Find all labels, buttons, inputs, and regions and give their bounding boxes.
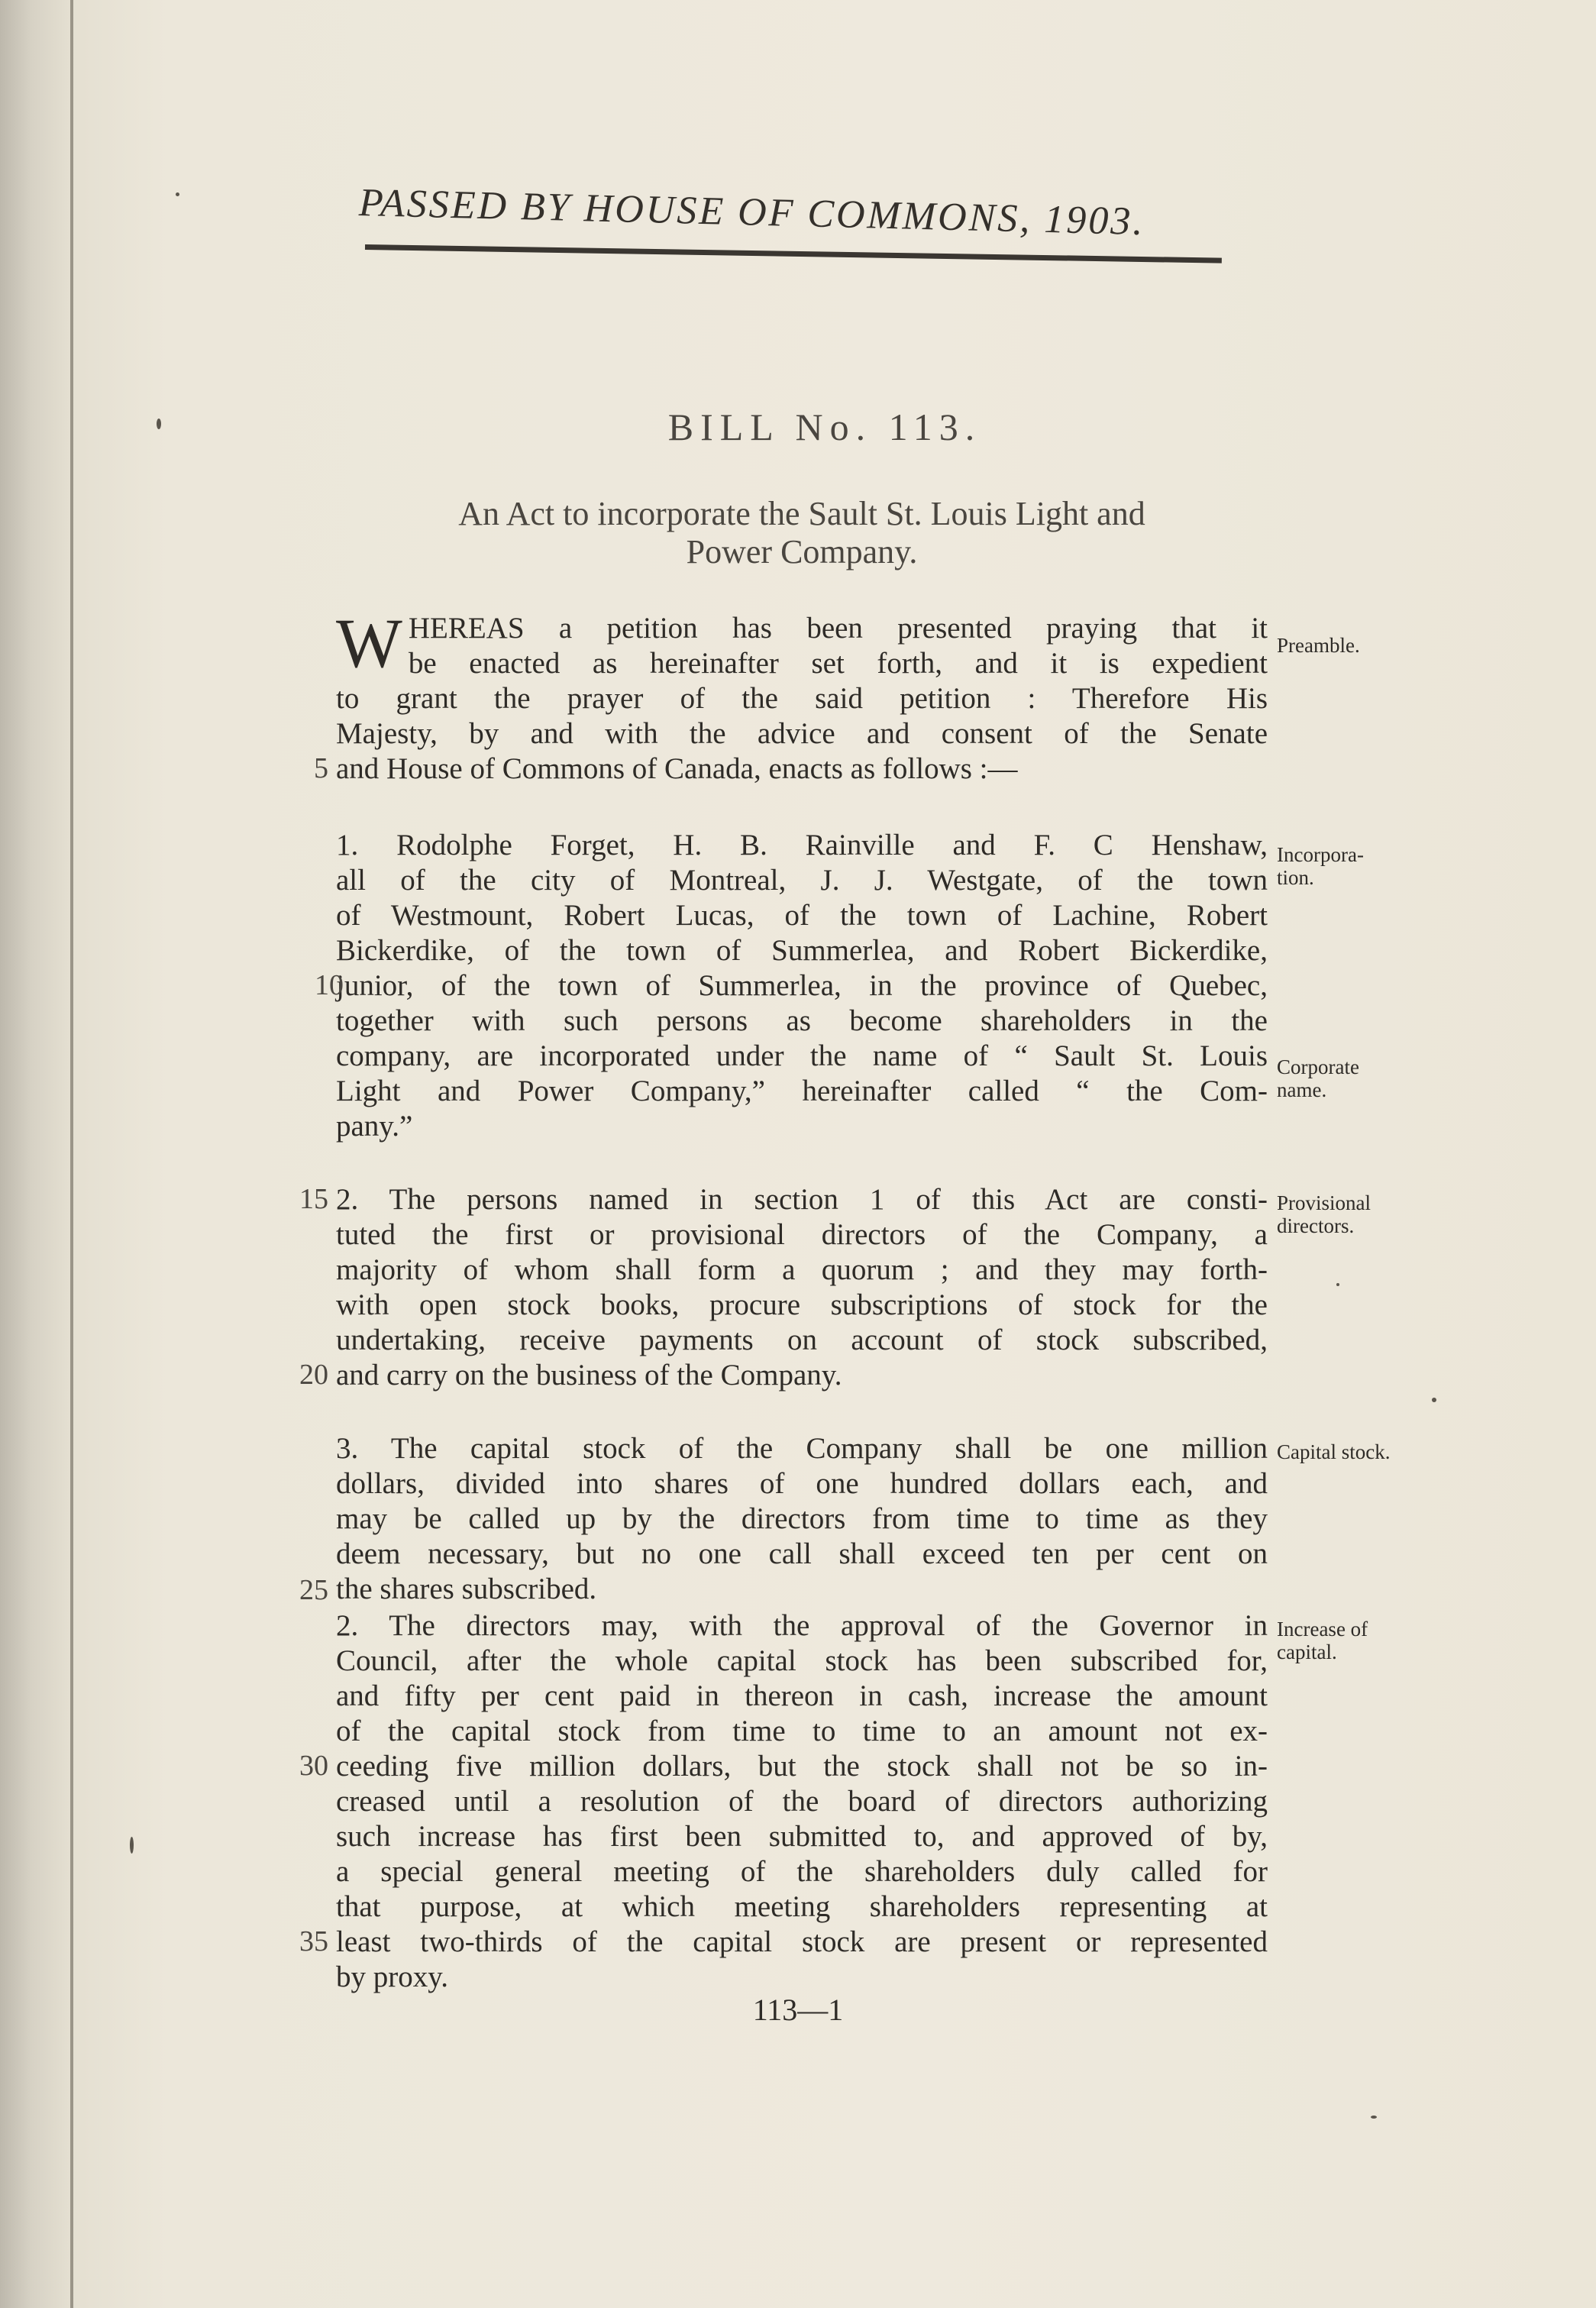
text-line: and carry on the business of the Company.: [336, 1359, 842, 1392]
text-line: that purpose, at which meeting shareholders representing at: [336, 1890, 1268, 1923]
section-2: [336, 1182, 1268, 1393]
text-line: 3. The capital stock of the Company shall be one million: [336, 1432, 1268, 1465]
text-line: 2. The persons named in section 1 of this Act are consti-: [336, 1183, 1268, 1216]
text-line: Light and Power Company,” hereinafter called “ the Com-: [336, 1075, 1268, 1107]
text-line: to grant the prayer of the said petition : Therefore His: [336, 682, 1268, 715]
margin-note-corporate-name: [1277, 1055, 1359, 1101]
text-line: pany.”: [336, 1110, 413, 1143]
text-line: undertaking, receive payments on account of stock subscribed,: [336, 1324, 1268, 1356]
margin-note-line: name.: [1277, 1078, 1327, 1101]
margin-note-line: capital.: [1277, 1640, 1337, 1663]
text-line: all of the city of Montreal, J. J. Westgate, of the town: [336, 864, 1268, 897]
text-line: and fifty per cent paid in thereon in cash, increase the amount: [336, 1679, 1268, 1712]
act-title: [305, 495, 1298, 571]
text-line: Council, after the whole capital stock has been subscribed for,: [336, 1644, 1268, 1677]
paper-speck: [1336, 1283, 1339, 1286]
binding-edge: [70, 0, 73, 2308]
dropcap: W: [336, 604, 402, 682]
paper-speck: [176, 192, 179, 196]
text-line: Majesty, by and with the advice and consent of the Senate: [336, 717, 1268, 750]
text-line: 2. The directors may, with the approval of the Governor in: [336, 1609, 1268, 1642]
text-line: of the capital stock from time to time to an amount not ex-: [336, 1715, 1268, 1747]
text-line: a special general meeting of the shareholders duly called for: [336, 1855, 1268, 1888]
passed-stamp: PASSED BY HOUSE OF COMMONS, 1903.: [358, 181, 1146, 244]
paper-speck: [130, 1837, 134, 1854]
text-line: deem necessary, but no one call shall exceed ten per cent on: [336, 1537, 1268, 1570]
text-line: HEREAS a petition has been presented praying that it: [408, 612, 1268, 645]
margin-note-line: Incorpora-: [1277, 843, 1364, 866]
text-line: ceeding five million dollars, but the stock shall not be so in-: [336, 1750, 1268, 1783]
text-line: with open stock books, procure subscriptions of stock for the: [336, 1288, 1268, 1321]
text-line: 1. Rodolphe Forget, H. B. Rainville and F. C Henshaw,: [336, 829, 1268, 861]
margin-note-incorporation: [1277, 843, 1364, 889]
text-line: Bickerdike, of the town of Summerlea, and Robert Bickerdike,: [336, 934, 1268, 967]
line-number: 20: [299, 1359, 328, 1391]
bill-number: BILL No. 113.: [667, 406, 982, 448]
section-3: [336, 1431, 1268, 1607]
margin-note-line: Corporate: [1277, 1055, 1359, 1078]
margin-note-preamble: Preamble.: [1277, 634, 1360, 657]
text-line: tuted the first or provisional directors of the Company, a: [336, 1218, 1268, 1251]
text-line: company, are incorporated under the name of “ Sault St. Louis: [336, 1039, 1268, 1072]
text-line: the shares subscribed.: [336, 1573, 597, 1605]
line-number: 10: [315, 969, 344, 1001]
margin-note-increase-of-capital: [1277, 1618, 1368, 1663]
paper-speck: [1432, 1398, 1436, 1402]
line-number: 25: [299, 1574, 328, 1606]
margin-note-provisional-directors: [1277, 1191, 1371, 1237]
margin-note-line: directors.: [1277, 1214, 1355, 1237]
line-number: 30: [299, 1750, 328, 1782]
line-number: 5: [314, 752, 328, 784]
act-title-line: An Act to incorporate the Sault St. Louis Light and: [458, 495, 1145, 532]
margin-note-line: tion.: [1277, 866, 1314, 889]
paper-speck: [157, 419, 161, 429]
page-signature: 113—1: [752, 1993, 844, 2027]
preamble: [336, 604, 1268, 787]
line-number: 35: [299, 1925, 328, 1957]
text-line: by proxy.: [336, 1961, 448, 1993]
text-line: dollars, divided into shares of one hundred dollars each, and: [336, 1467, 1268, 1500]
text-line: of Westmount, Robert Lucas, of the town of Lachine, Robert: [336, 899, 1268, 932]
text-line: junior, of the town of Summerlea, in the province of Quebec,: [336, 969, 1268, 1002]
section-3-subsection-2: [336, 1608, 1268, 1995]
margin-note-line: Provisional: [1277, 1191, 1371, 1214]
text-line: may be called up by the directors from time to time as they: [336, 1502, 1268, 1535]
margin-note-capital-stock: Capital stock.: [1277, 1440, 1391, 1463]
text-line: such increase has first been submitted to, and approved of by,: [336, 1820, 1268, 1853]
text-line: least two-thirds of the capital stock are present or represented: [336, 1925, 1268, 1958]
text-line: majority of whom shall form a quorum ; and they may forth-: [336, 1253, 1268, 1286]
text-line: creased until a resolution of the board of directors authorizing: [336, 1785, 1268, 1818]
text-line: be enacted as hereinafter set forth, and it is expedient: [408, 647, 1268, 680]
section-1: [336, 828, 1268, 1144]
text-line: together with such persons as become shareholders in the: [336, 1004, 1268, 1037]
margin-note-line: Increase of: [1277, 1618, 1368, 1640]
text-line: and House of Commons of Canada, enacts as follows :—: [336, 752, 1018, 785]
paper-speck: [1371, 2116, 1377, 2119]
line-number: 15: [299, 1183, 328, 1215]
act-title-line: Power Company.: [686, 533, 918, 571]
